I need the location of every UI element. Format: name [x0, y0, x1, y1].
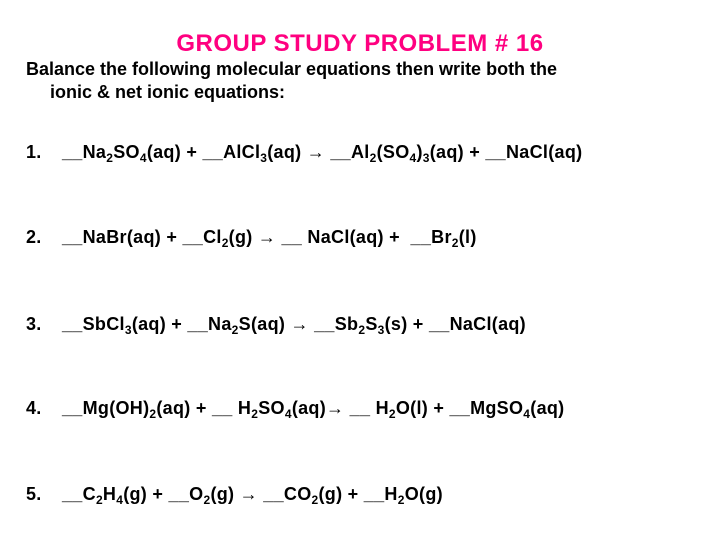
problem-number: 2. [26, 227, 42, 247]
problem-2 [26, 227, 716, 248]
problem-number: 1. [26, 142, 42, 162]
subscript: 2 [251, 407, 259, 421]
subscript: 3 [124, 323, 132, 337]
blank: __ [187, 314, 209, 334]
problem-1 [26, 142, 716, 163]
subscript: 4 [409, 151, 417, 165]
page-title: GROUP STUDY PROBLEM # 16 [176, 30, 544, 57]
subscript: 4 [523, 407, 531, 421]
formula-text: S [365, 314, 378, 334]
formula-text: Br [431, 227, 452, 247]
blank: __ [314, 314, 335, 334]
blank: __ [428, 314, 450, 334]
formula-text: O(g) [404, 484, 443, 504]
subscript: 3 [260, 151, 268, 165]
blank: __ [202, 142, 224, 162]
instructions-line-1: Balance the following molecular equations then write both the [26, 59, 558, 79]
subscript: 2 [221, 236, 229, 250]
instructions-line-2: ionic & net ionic equations: [50, 82, 286, 102]
blank: __ [485, 142, 506, 162]
formula-text: CO [283, 484, 312, 504]
formula-text: O [189, 484, 204, 504]
problem-number: 5. [26, 484, 42, 504]
formula-text: Al [351, 142, 370, 162]
blank: __ [62, 484, 83, 504]
formula-text: Cl [203, 227, 222, 247]
formula-text: (aq) + [429, 142, 486, 162]
blank: __ [212, 398, 233, 418]
blank: __ [281, 227, 303, 247]
blank: __ [62, 227, 83, 247]
formula-text: (aq) + [146, 142, 203, 162]
subscript: 2 [451, 236, 459, 250]
blank: __ [168, 484, 190, 504]
formula-text: Mg(OH) [82, 398, 150, 418]
formula-text: (g) [228, 227, 258, 247]
formula-text: (aq) [267, 142, 307, 162]
formula-text: SO [113, 142, 140, 162]
instructions [26, 58, 716, 104]
problem-5 [26, 484, 716, 505]
blank: __ [182, 227, 204, 247]
formula-text: Sb [334, 314, 359, 334]
formula-text: H [384, 484, 398, 504]
formula-text: SbCl [82, 314, 125, 334]
formula-text: (g) [210, 484, 240, 504]
arrow-icon: → [326, 398, 345, 418]
subscript: 3 [377, 323, 385, 337]
formula-text: S(aq) [238, 314, 291, 334]
formula-text: (aq) + [156, 398, 212, 418]
formula-text: MgSO [470, 398, 524, 418]
blank: __ [330, 142, 351, 162]
formula-text: NaCl(aq) [506, 142, 583, 162]
problem-4 [26, 398, 716, 419]
subscript: 2 [149, 407, 157, 421]
formula-text: (aq) + [131, 314, 188, 334]
formula-text: NaCl(aq) + [302, 227, 406, 247]
subscript: 2 [311, 493, 319, 507]
formula-text: (l) [458, 227, 477, 247]
subscript: 2 [388, 407, 396, 421]
arrow-icon: → [257, 227, 277, 247]
blank: __ [449, 398, 471, 418]
blank: __ [62, 142, 83, 162]
blank: __ [363, 484, 385, 504]
formula-text: H [370, 398, 389, 418]
formula-text: NaCl(aq) [449, 314, 526, 334]
problem-3 [26, 314, 716, 335]
subscript: 2 [95, 493, 103, 507]
subscript: 4 [284, 407, 292, 421]
subscript: 2 [231, 323, 239, 337]
formula-text: ) [416, 142, 423, 162]
formula-text: NaBr(aq) + [82, 227, 183, 247]
subscript: 2 [106, 151, 114, 165]
formula-text: Na [208, 314, 232, 334]
subscript: 2 [203, 493, 211, 507]
subscript: 4 [139, 151, 147, 165]
arrow-icon: → [290, 314, 309, 334]
subscript: 2 [369, 151, 377, 165]
problem-number: 3. [26, 314, 42, 334]
blank: __ [62, 398, 83, 418]
formula-text: (s) + [384, 314, 429, 334]
formula-text: (g) + [318, 484, 364, 504]
formula-text: SO [258, 398, 285, 418]
blank: __ [410, 227, 432, 247]
blank: __ [62, 314, 83, 334]
formula-text: (g) + [123, 484, 169, 504]
formula-text: (aq) [291, 398, 327, 418]
formula-text: (aq) [530, 398, 565, 418]
subscript: 2 [358, 323, 366, 337]
subscript: 2 [397, 493, 405, 507]
blank: __ [263, 484, 284, 504]
formula-text: O(l) + [395, 398, 450, 418]
formula-text: H [102, 484, 117, 504]
arrow-icon: → [306, 142, 326, 162]
subscript: 3 [422, 151, 430, 165]
blank: __ [349, 398, 371, 418]
formula-text: H [232, 398, 252, 418]
problem-number: 4. [26, 398, 42, 418]
formula-text: (SO [376, 142, 410, 162]
subscript: 4 [116, 493, 124, 507]
formula-text: Na [82, 142, 107, 162]
arrow-icon: → [239, 484, 258, 504]
formula-text: C [82, 484, 96, 504]
formula-text: AlCl [223, 142, 261, 162]
